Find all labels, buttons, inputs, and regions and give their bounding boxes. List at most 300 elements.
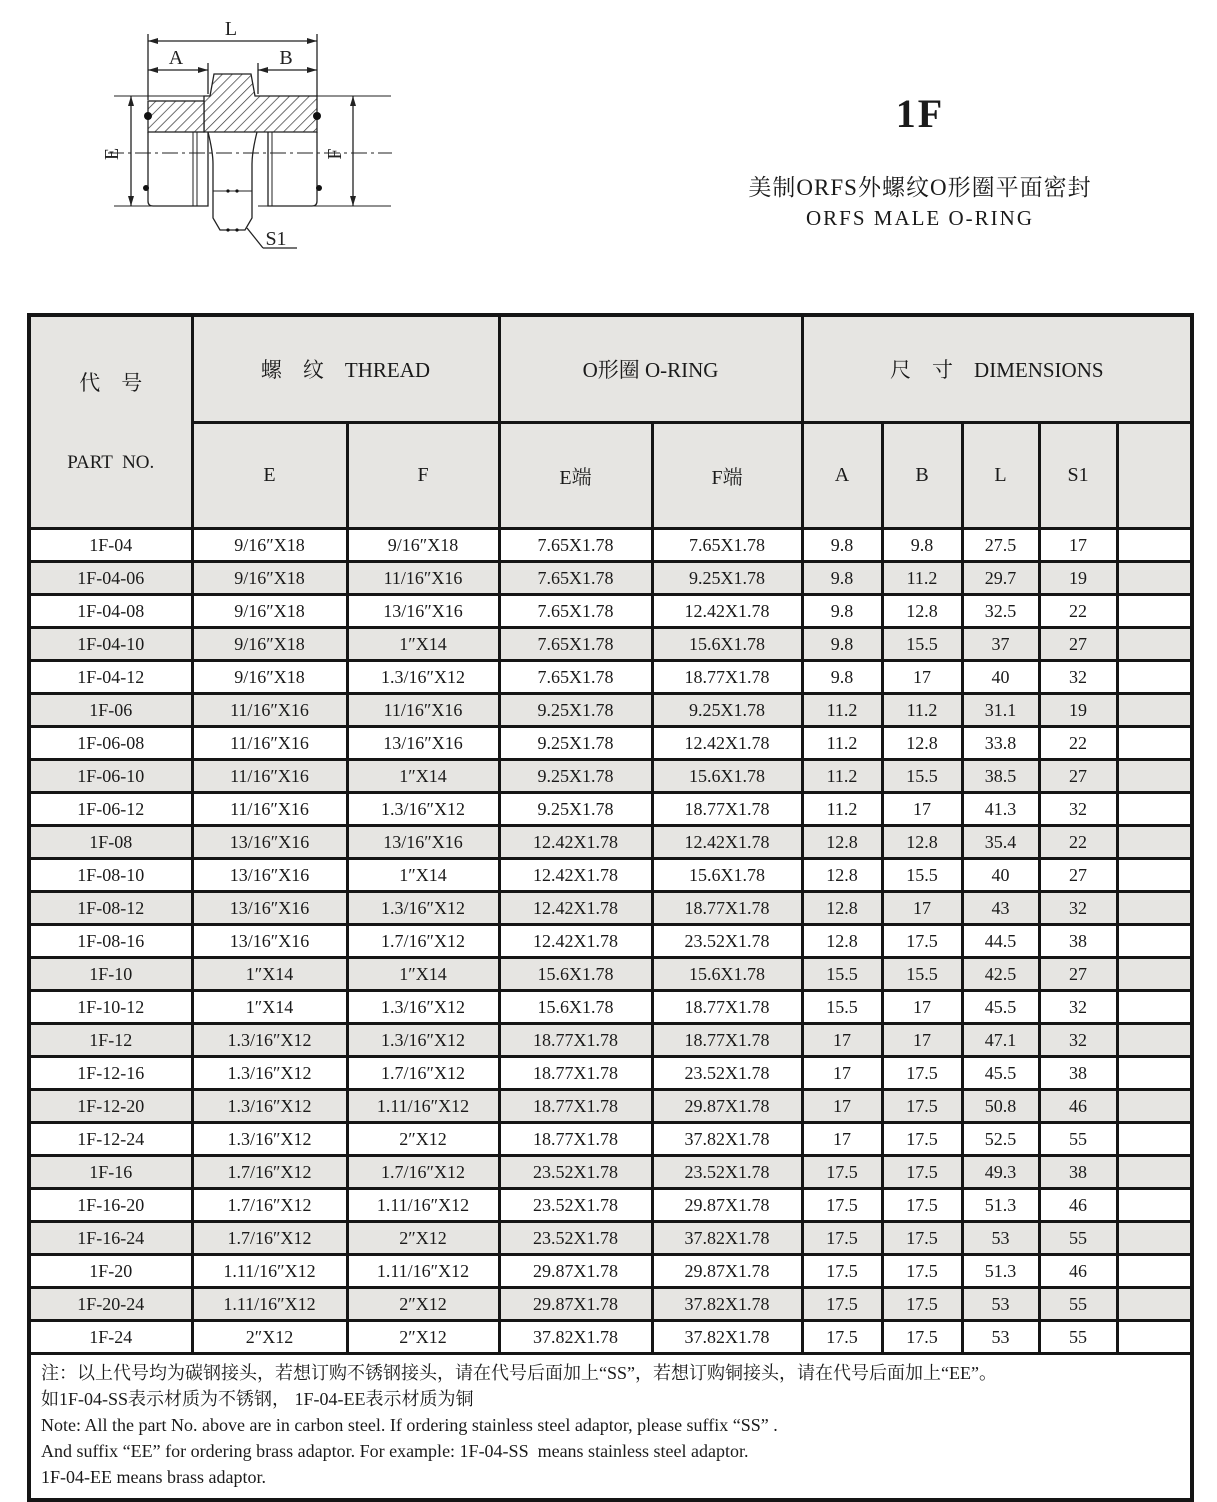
cell-dim-l: 43 [962, 892, 1039, 925]
cell-dim-b: 17 [882, 661, 962, 694]
cell-dim-s1: 32 [1039, 661, 1117, 694]
cell-thread-f: 1.11/16″X12 [347, 1090, 499, 1123]
cell-oring-f: 29.87X1.78 [652, 1255, 802, 1288]
cell-part-no: 1F-10 [29, 958, 192, 991]
cell-dim-b: 15.5 [882, 958, 962, 991]
cell-blank [1117, 1156, 1192, 1189]
cell-dim-a: 17 [802, 1024, 882, 1057]
table-row [29, 1255, 1192, 1288]
table-row [29, 1090, 1192, 1123]
cell-blank [1117, 727, 1192, 760]
cell-dim-a: 9.8 [802, 562, 882, 595]
header-dim-l: L [962, 422, 1039, 528]
table-row [29, 793, 1192, 826]
cell-blank [1117, 694, 1192, 727]
cell-part-no: 1F-06 [29, 694, 192, 727]
cell-thread-e: 2″X12 [192, 1321, 347, 1354]
cell-dim-s1: 27 [1039, 760, 1117, 793]
table-body [29, 529, 1192, 1354]
table-row [29, 991, 1192, 1024]
cell-dim-s1: 55 [1039, 1288, 1117, 1321]
cell-oring-e: 18.77X1.78 [499, 1090, 652, 1123]
header-blank [1117, 422, 1192, 528]
cell-oring-e: 12.42X1.78 [499, 925, 652, 958]
cell-dim-s1: 19 [1039, 694, 1117, 727]
cell-dim-l: 33.8 [962, 727, 1039, 760]
cell-dim-b: 12.8 [882, 595, 962, 628]
cell-oring-e: 12.42X1.78 [499, 859, 652, 892]
cell-oring-e: 29.87X1.78 [499, 1288, 652, 1321]
cell-thread-f: 1″X14 [347, 958, 499, 991]
cell-part-no: 1F-24 [29, 1321, 192, 1354]
header-dim-a: A [802, 422, 882, 528]
series-code: 1F [895, 91, 945, 136]
cell-oring-e: 7.65X1.78 [499, 661, 652, 694]
cell-dim-l: 38.5 [962, 760, 1039, 793]
dim-label-E: E [101, 147, 123, 161]
cell-blank [1117, 529, 1192, 562]
cell-dim-s1: 55 [1039, 1222, 1117, 1255]
cell-thread-f: 1.7/16″X12 [347, 1057, 499, 1090]
table-row [29, 760, 1192, 793]
table-row [29, 694, 1192, 727]
cell-dim-b: 15.5 [882, 628, 962, 661]
table-row [29, 1156, 1192, 1189]
title-block [700, 90, 1140, 231]
cell-dim-b: 17 [882, 793, 962, 826]
table-row [29, 529, 1192, 562]
cell-dim-a: 17.5 [802, 1222, 882, 1255]
cell-part-no: 1F-04-06 [29, 562, 192, 595]
cell-dim-l: 41.3 [962, 793, 1039, 826]
cell-dim-b: 15.5 [882, 760, 962, 793]
cell-oring-e: 9.25X1.78 [499, 793, 652, 826]
cell-dim-a: 15.5 [802, 991, 882, 1024]
cell-thread-e: 1.7/16″X12 [192, 1156, 347, 1189]
cell-oring-f: 18.77X1.78 [652, 793, 802, 826]
table-row [29, 892, 1192, 925]
cell-blank [1117, 760, 1192, 793]
cell-dim-b: 15.5 [882, 859, 962, 892]
cell-thread-f: 13/16″X16 [347, 595, 499, 628]
cell-dim-a: 12.8 [802, 826, 882, 859]
cell-oring-f: 23.52X1.78 [652, 925, 802, 958]
cell-part-no: 1F-04-12 [29, 661, 192, 694]
cell-part-no: 1F-04 [29, 529, 192, 562]
cell-oring-e: 23.52X1.78 [499, 1189, 652, 1222]
cell-dim-a: 11.2 [802, 694, 882, 727]
cell-part-no: 1F-10-12 [29, 991, 192, 1024]
cell-oring-f: 23.52X1.78 [652, 1156, 802, 1189]
series-title-cn: 美制ORFS外螺纹O形圈平面密封 [748, 175, 1092, 200]
cell-thread-f: 1.3/16″X12 [347, 793, 499, 826]
table-row [29, 1024, 1192, 1057]
cell-thread-e: 1.7/16″X12 [192, 1222, 347, 1255]
header-part-no-en: PART NO. [67, 452, 155, 473]
cell-thread-e: 13/16″X16 [192, 859, 347, 892]
cell-dim-l: 27.5 [962, 529, 1039, 562]
cell-thread-f: 1″X14 [347, 859, 499, 892]
cell-thread-e: 1.3/16″X12 [192, 1123, 347, 1156]
header-oring-e: E端 [499, 422, 652, 528]
cell-dim-a: 9.8 [802, 661, 882, 694]
cell-dim-a: 17.5 [802, 1288, 882, 1321]
cell-thread-e: 1.7/16″X12 [192, 1189, 347, 1222]
cell-dim-b: 11.2 [882, 562, 962, 595]
cell-oring-e: 18.77X1.78 [499, 1123, 652, 1156]
cell-oring-f: 37.82X1.78 [652, 1288, 802, 1321]
cell-dim-l: 32.5 [962, 595, 1039, 628]
cell-dim-s1: 32 [1039, 892, 1117, 925]
cell-part-no: 1F-08-10 [29, 859, 192, 892]
cell-thread-e: 1.3/16″X12 [192, 1090, 347, 1123]
cell-thread-e: 9/16″X18 [192, 529, 347, 562]
cell-oring-e: 15.6X1.78 [499, 958, 652, 991]
cell-dim-l: 31.1 [962, 694, 1039, 727]
header-oring: O形圈 O-RING [499, 315, 802, 422]
technical-drawing [100, 8, 400, 270]
cell-oring-f: 29.87X1.78 [652, 1189, 802, 1222]
cell-dim-a: 17 [802, 1057, 882, 1090]
cell-oring-f: 15.6X1.78 [652, 859, 802, 892]
cell-thread-f: 1.3/16″X12 [347, 991, 499, 1024]
cell-thread-f: 1.3/16″X12 [347, 1024, 499, 1057]
header-dim-b: B [882, 422, 962, 528]
cell-thread-e: 9/16″X18 [192, 595, 347, 628]
dim-label-A: A [168, 47, 184, 69]
cell-oring-f: 9.25X1.78 [652, 562, 802, 595]
cell-dim-l: 35.4 [962, 826, 1039, 859]
header-thread-f: F [347, 422, 499, 528]
cell-blank [1117, 925, 1192, 958]
cell-dim-b: 17.5 [882, 1222, 962, 1255]
cell-dim-b: 17 [882, 892, 962, 925]
cell-thread-f: 9/16″X18 [347, 529, 499, 562]
cell-blank [1117, 958, 1192, 991]
cell-oring-f: 12.42X1.78 [652, 826, 802, 859]
cell-oring-f: 18.77X1.78 [652, 1024, 802, 1057]
cell-blank [1117, 661, 1192, 694]
cell-oring-e: 29.87X1.78 [499, 1255, 652, 1288]
cell-oring-f: 15.6X1.78 [652, 760, 802, 793]
cell-dim-a: 9.8 [802, 595, 882, 628]
cell-dim-a: 17 [802, 1090, 882, 1123]
cell-oring-f: 37.82X1.78 [652, 1222, 802, 1255]
cell-oring-e: 7.65X1.78 [499, 562, 652, 595]
cell-part-no: 1F-06-10 [29, 760, 192, 793]
cell-dim-l: 45.5 [962, 991, 1039, 1024]
header-thread-e: E [192, 422, 347, 528]
cell-thread-e: 13/16″X16 [192, 892, 347, 925]
cell-oring-f: 18.77X1.78 [652, 991, 802, 1024]
cell-dim-b: 17.5 [882, 1057, 962, 1090]
cell-oring-e: 15.6X1.78 [499, 991, 652, 1024]
cell-dim-s1: 32 [1039, 1024, 1117, 1057]
cell-part-no: 1F-06-12 [29, 793, 192, 826]
cell-blank [1117, 1288, 1192, 1321]
cell-dim-s1: 27 [1039, 859, 1117, 892]
header-row-1 [29, 315, 1192, 422]
cell-blank [1117, 892, 1192, 925]
cell-blank [1117, 1321, 1192, 1354]
cell-dim-b: 12.8 [882, 826, 962, 859]
cell-oring-f: 12.42X1.78 [652, 595, 802, 628]
cell-oring-e: 9.25X1.78 [499, 760, 652, 793]
cell-thread-e: 1.3/16″X12 [192, 1024, 347, 1057]
cell-thread-f: 1″X14 [347, 760, 499, 793]
cell-dim-l: 50.8 [962, 1090, 1039, 1123]
cell-oring-f: 23.52X1.78 [652, 1057, 802, 1090]
cell-dim-s1: 38 [1039, 1156, 1117, 1189]
cell-oring-e: 12.42X1.78 [499, 892, 652, 925]
cell-part-no: 1F-12-16 [29, 1057, 192, 1090]
cell-oring-e: 18.77X1.78 [499, 1024, 652, 1057]
cell-dim-a: 17 [802, 1123, 882, 1156]
cell-dim-s1: 55 [1039, 1321, 1117, 1354]
cell-blank [1117, 1057, 1192, 1090]
note [29, 1354, 1192, 1501]
header-part-no [29, 315, 192, 529]
cell-thread-f: 1.7/16″X12 [347, 1156, 499, 1189]
cell-dim-l: 52.5 [962, 1123, 1039, 1156]
cell-dim-b: 9.8 [882, 529, 962, 562]
cell-part-no: 1F-12 [29, 1024, 192, 1057]
note-line: Note: All the part No. above are in carbon steel. If ordering stainless steel adaptor, please suffix “SS” . [41, 1415, 778, 1435]
cell-thread-e: 1″X14 [192, 958, 347, 991]
cell-thread-f: 2″X12 [347, 1321, 499, 1354]
cell-dim-b: 17 [882, 991, 962, 1024]
cell-part-no: 1F-08-16 [29, 925, 192, 958]
cell-thread-f: 2″X12 [347, 1222, 499, 1255]
cell-blank [1117, 991, 1192, 1024]
dim-label-B: B [279, 47, 293, 69]
cell-thread-e: 1.3/16″X12 [192, 1057, 347, 1090]
dim-label-F: F [324, 148, 346, 160]
cell-thread-f: 11/16″X16 [347, 562, 499, 595]
cell-dim-l: 40 [962, 859, 1039, 892]
cell-blank [1117, 1189, 1192, 1222]
cell-thread-e: 11/16″X16 [192, 760, 347, 793]
cell-blank [1117, 1123, 1192, 1156]
cell-dim-a: 11.2 [802, 793, 882, 826]
cell-blank [1117, 1090, 1192, 1123]
cell-dim-b: 11.2 [882, 694, 962, 727]
cell-oring-e: 7.65X1.78 [499, 529, 652, 562]
cell-dim-a: 15.5 [802, 958, 882, 991]
cell-dim-b: 17.5 [882, 1123, 962, 1156]
cell-blank [1117, 562, 1192, 595]
cell-dim-b: 17.5 [882, 1189, 962, 1222]
cell-dim-b: 12.8 [882, 727, 962, 760]
cell-part-no: 1F-20-24 [29, 1288, 192, 1321]
cell-oring-f: 37.82X1.78 [652, 1123, 802, 1156]
cell-oring-f: 29.87X1.78 [652, 1090, 802, 1123]
cell-oring-e: 7.65X1.78 [499, 595, 652, 628]
cell-blank [1117, 595, 1192, 628]
cell-dim-a: 12.8 [802, 925, 882, 958]
cell-dim-s1: 32 [1039, 991, 1117, 1024]
cell-blank [1117, 859, 1192, 892]
cell-part-no: 1F-04-10 [29, 628, 192, 661]
cell-dim-a: 17.5 [802, 1156, 882, 1189]
cell-oring-f: 9.25X1.78 [652, 694, 802, 727]
header-part-no-cn: 代 号 [79, 371, 143, 395]
cell-thread-f: 1.11/16″X12 [347, 1189, 499, 1222]
cell-oring-f: 7.65X1.78 [652, 529, 802, 562]
cell-dim-s1: 22 [1039, 595, 1117, 628]
table-row [29, 628, 1192, 661]
cell-dim-l: 47.1 [962, 1024, 1039, 1057]
cell-thread-e: 9/16″X18 [192, 628, 347, 661]
cell-dim-a: 9.8 [802, 529, 882, 562]
cell-dim-s1: 38 [1039, 925, 1117, 958]
cell-part-no: 1F-20 [29, 1255, 192, 1288]
cell-oring-f: 15.6X1.78 [652, 628, 802, 661]
cell-blank [1117, 1255, 1192, 1288]
table-row [29, 1123, 1192, 1156]
cell-part-no: 1F-16-24 [29, 1222, 192, 1255]
table-row [29, 859, 1192, 892]
cell-dim-l: 45.5 [962, 1057, 1039, 1090]
header-dimensions: 尺 寸 DIMENSIONS [802, 315, 1192, 422]
cell-thread-f: 1″X14 [347, 628, 499, 661]
spec-table [27, 313, 1194, 1502]
cell-dim-s1: 27 [1039, 958, 1117, 991]
header-oring-f: F端 [652, 422, 802, 528]
cell-dim-a: 17.5 [802, 1189, 882, 1222]
cell-thread-f: 13/16″X16 [347, 826, 499, 859]
cell-dim-s1: 27 [1039, 628, 1117, 661]
cell-dim-l: 40 [962, 661, 1039, 694]
cell-dim-l: 44.5 [962, 925, 1039, 958]
cell-oring-f: 15.6X1.78 [652, 958, 802, 991]
cell-oring-f: 37.82X1.78 [652, 1321, 802, 1354]
cell-dim-s1: 22 [1039, 826, 1117, 859]
cell-blank [1117, 1222, 1192, 1255]
cell-dim-s1: 17 [1039, 529, 1117, 562]
cell-oring-e: 7.65X1.78 [499, 628, 652, 661]
cell-thread-e: 1.11/16″X12 [192, 1255, 347, 1288]
cell-blank [1117, 628, 1192, 661]
table-row [29, 595, 1192, 628]
table-row [29, 1222, 1192, 1255]
cell-blank [1117, 793, 1192, 826]
drawing-labels [101, 18, 346, 250]
cell-dim-l: 51.3 [962, 1189, 1039, 1222]
cell-dim-b: 17.5 [882, 1090, 962, 1123]
cell-dim-b: 17.5 [882, 1321, 962, 1354]
cell-dim-b: 17.5 [882, 1288, 962, 1321]
note-line: And suffix “EE” for ordering brass adaptor. For example: 1F-04-SS means stainless steel adaptor. [41, 1441, 749, 1461]
cell-thread-e: 13/16″X16 [192, 925, 347, 958]
cell-thread-e: 1.11/16″X12 [192, 1288, 347, 1321]
cell-thread-f: 1.3/16″X12 [347, 892, 499, 925]
cell-dim-s1: 22 [1039, 727, 1117, 760]
cell-thread-f: 2″X12 [347, 1123, 499, 1156]
cell-dim-s1: 46 [1039, 1255, 1117, 1288]
header-row-2 [29, 422, 1192, 528]
cell-dim-a: 17.5 [802, 1321, 882, 1354]
cell-thread-f: 2″X12 [347, 1288, 499, 1321]
cell-dim-a: 11.2 [802, 760, 882, 793]
cell-blank [1117, 1024, 1192, 1057]
note-row [29, 1354, 1192, 1501]
cell-part-no: 1F-16-20 [29, 1189, 192, 1222]
cell-dim-l: 37 [962, 628, 1039, 661]
cell-thread-e: 13/16″X16 [192, 826, 347, 859]
cell-dim-s1: 55 [1039, 1123, 1117, 1156]
table-row [29, 1189, 1192, 1222]
cell-thread-f: 13/16″X16 [347, 727, 499, 760]
cell-blank [1117, 826, 1192, 859]
note-line: 注：以上代号均为碳钢接头，若想订购不锈钢接头，请在代号后面加上“SS”，若想订购铜接头，请在代号后面加上“EE”。 [41, 1363, 997, 1383]
cell-part-no: 1F-12-24 [29, 1123, 192, 1156]
cell-dim-l: 53 [962, 1222, 1039, 1255]
cell-oring-e: 37.82X1.78 [499, 1321, 652, 1354]
cell-dim-l: 53 [962, 1288, 1039, 1321]
table-row [29, 661, 1192, 694]
table-row [29, 925, 1192, 958]
cell-dim-s1: 32 [1039, 793, 1117, 826]
cell-dim-s1: 19 [1039, 562, 1117, 595]
table-row [29, 1288, 1192, 1321]
cell-thread-e: 11/16″X16 [192, 793, 347, 826]
cell-part-no: 1F-06-08 [29, 727, 192, 760]
cell-dim-l: 51.3 [962, 1255, 1039, 1288]
cell-thread-e: 1″X14 [192, 991, 347, 1024]
dim-label-S1: S1 [265, 228, 287, 250]
cell-dim-a: 17.5 [802, 1255, 882, 1288]
table-row [29, 1321, 1192, 1354]
cell-oring-f: 18.77X1.78 [652, 892, 802, 925]
table-row [29, 727, 1192, 760]
table-row [29, 826, 1192, 859]
cell-dim-a: 12.8 [802, 859, 882, 892]
cell-thread-e: 9/16″X18 [192, 562, 347, 595]
cell-dim-s1: 38 [1039, 1057, 1117, 1090]
cell-part-no: 1F-16 [29, 1156, 192, 1189]
cell-dim-l: 53 [962, 1321, 1039, 1354]
cell-dim-l: 42.5 [962, 958, 1039, 991]
cell-oring-f: 12.42X1.78 [652, 727, 802, 760]
cell-dim-a: 9.8 [802, 628, 882, 661]
cell-dim-s1: 46 [1039, 1189, 1117, 1222]
note-line: 1F-04-EE means brass adaptor. [41, 1467, 266, 1487]
table-row [29, 1057, 1192, 1090]
cell-dim-b: 17.5 [882, 1255, 962, 1288]
cell-oring-f: 18.77X1.78 [652, 661, 802, 694]
cell-dim-b: 17.5 [882, 925, 962, 958]
cell-dim-b: 17 [882, 1024, 962, 1057]
header-dim-s1: S1 [1039, 422, 1117, 528]
series-title-en: ORFS MALE O-RING [805, 206, 1034, 230]
cell-thread-f: 1.3/16″X12 [347, 661, 499, 694]
cell-oring-e: 18.77X1.78 [499, 1057, 652, 1090]
cell-part-no: 1F-04-08 [29, 595, 192, 628]
table-row [29, 562, 1192, 595]
cell-part-no: 1F-08 [29, 826, 192, 859]
header-thread: 螺 纹 THREAD [192, 315, 499, 422]
cell-thread-e: 9/16″X18 [192, 661, 347, 694]
cell-oring-e: 9.25X1.78 [499, 694, 652, 727]
dim-label-L: L [224, 18, 238, 40]
cell-dim-s1: 46 [1039, 1090, 1117, 1123]
cell-thread-e: 11/16″X16 [192, 694, 347, 727]
cell-oring-e: 23.52X1.78 [499, 1222, 652, 1255]
cell-part-no: 1F-12-20 [29, 1090, 192, 1123]
cell-dim-a: 11.2 [802, 727, 882, 760]
cell-thread-f: 1.11/16″X12 [347, 1255, 499, 1288]
